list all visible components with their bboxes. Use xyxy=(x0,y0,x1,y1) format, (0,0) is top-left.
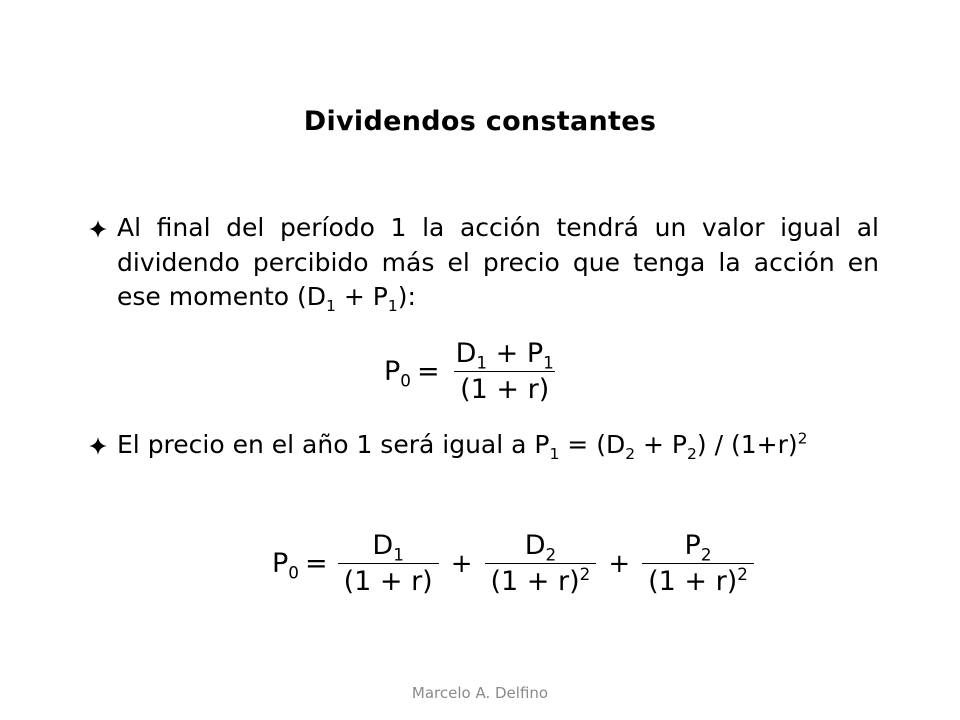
fraction xyxy=(446,338,564,405)
fraction-denominator: $(1 + r)^2$ xyxy=(485,563,597,597)
bullet-text-1: Al final del período 1 la acción tendrá un valor igual al dividendo percibido más el precio que tenga la acción en ese momento $(D_1 + P_1)$: xyxy=(117,213,879,315)
formula-lhs: $P_0$ xyxy=(272,548,299,583)
bullet-text-2: El precio en el año 1 será igual a $P_1 = (D_2 + P_2) / (1+r)^2$ xyxy=(117,429,808,463)
fraction-term-3 xyxy=(638,530,758,597)
diamond-bullet-icon xyxy=(89,437,107,455)
equals-sign: = xyxy=(304,548,328,579)
bullet-item-1 xyxy=(89,211,879,315)
fraction-term-1 xyxy=(334,530,443,597)
fraction-numerator: $P_2$ xyxy=(684,530,712,565)
fraction-denominator: (1 + r) xyxy=(454,371,555,405)
formula-single-period xyxy=(384,338,564,405)
formula-two-periods xyxy=(272,530,758,597)
fraction-denominator: (1 + r) xyxy=(338,563,439,597)
slide-title: Dividendos constantes xyxy=(303,106,657,137)
footer-author: Marcelo A. Delfino xyxy=(411,684,549,702)
fraction-numerator: $D_1$ xyxy=(372,530,404,565)
formula-lhs: $P_0$ xyxy=(384,356,411,391)
equals-sign: = xyxy=(416,356,440,387)
fraction-denominator: $(1 + r)^2$ xyxy=(642,563,754,597)
bullet-item-2 xyxy=(89,428,879,463)
fraction-numerator: $D_1 + P_1$ xyxy=(455,338,554,373)
diamond-bullet-icon xyxy=(89,220,107,238)
plus-sign: + xyxy=(450,548,473,579)
fraction-term-2 xyxy=(481,530,601,597)
plus-sign: + xyxy=(608,548,631,579)
fraction-numerator: $D_2$ xyxy=(524,530,557,565)
